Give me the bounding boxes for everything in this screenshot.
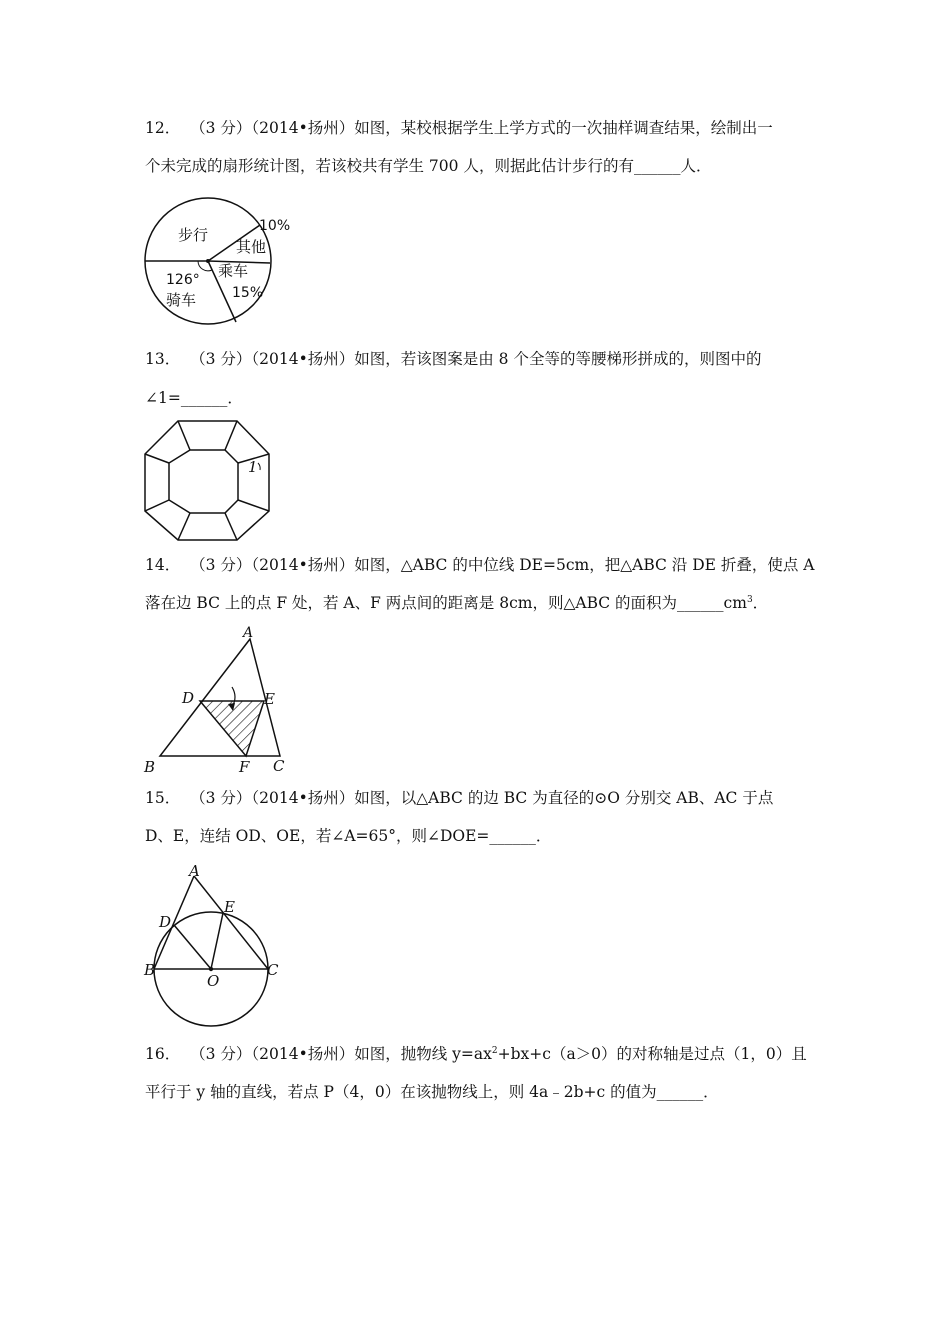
q12-number: 12． xyxy=(145,119,181,137)
q15-source: （2014•扬州） xyxy=(251,789,355,807)
pie-label-bike: 骑车 xyxy=(166,291,197,309)
q16-score: （3 分） xyxy=(190,1045,252,1063)
point-B-label: B xyxy=(144,758,156,775)
point-E-label: E xyxy=(224,898,235,916)
q14-sup: 3 xyxy=(746,594,753,605)
q13-number: 13． xyxy=(145,350,181,368)
point-O-label: O xyxy=(207,972,220,990)
q12-line1 xyxy=(145,118,773,138)
q13-source: （2014•扬州） xyxy=(251,350,355,368)
point-A-label: A xyxy=(243,625,254,641)
q14-triangle-figure xyxy=(140,625,300,775)
point-D-label: D xyxy=(182,689,195,707)
pie-label-pct10: 10% xyxy=(259,218,291,234)
point-A-label: A xyxy=(189,862,200,880)
point-F-label: F xyxy=(239,758,250,775)
q16-text-1a: 如图，抛物线 y=ax xyxy=(354,1045,492,1063)
point-D-label: D xyxy=(159,913,172,931)
angle-1-label: 1 xyxy=(248,458,258,476)
q13-octagon-figure xyxy=(140,418,275,543)
q16-text-1b: +bx+c（a＞0）的对称轴是过点（1，0）且 xyxy=(497,1045,807,1063)
q15-line1 xyxy=(145,788,773,808)
q14-text-2-end: ． xyxy=(752,594,769,612)
q12-source: （2014•扬州） xyxy=(251,119,355,137)
pie-label-angle: 126° xyxy=(166,272,200,288)
q13-line1 xyxy=(145,349,761,369)
q16-text-2: 平行于 y 轴的直线，若点 P（4，0）在该抛物线上，则 4a﹣2b+c 的值为______． xyxy=(145,1083,719,1101)
pie-label-walk: 步行 xyxy=(178,226,209,244)
q14-score: （3 分） xyxy=(190,556,252,574)
q15-text-2: D、E，连结 OD、OE，若∠A=65°，则∠DOE=______． xyxy=(145,827,552,845)
q16-number: 16． xyxy=(145,1045,181,1063)
q14-line1 xyxy=(145,555,815,575)
q12-text-1: 如图，某校根据学生上学方式的一次抽样调查结果，绘制出一 xyxy=(354,119,773,137)
q13-line2 xyxy=(145,388,243,408)
q13-text-2: ∠1=______． xyxy=(145,389,243,407)
q13-text-1: 如图，若该图案是由 8 个全等的等腰梯形拼成的，则图中的 xyxy=(354,350,762,368)
q14-number: 14． xyxy=(145,556,181,574)
q12-pie-chart xyxy=(140,192,300,332)
q16-source: （2014•扬州） xyxy=(251,1045,355,1063)
point-B-label: B xyxy=(144,961,156,979)
pie-label-other: 其他 xyxy=(236,238,267,256)
q15-number: 15． xyxy=(145,789,181,807)
q16-sup: 2 xyxy=(491,1045,498,1056)
q15-line2 xyxy=(145,826,551,846)
q15-circle-figure xyxy=(140,858,290,1028)
point-C-label: C xyxy=(273,757,285,775)
pie-label-bus: 乘车 xyxy=(218,262,249,280)
q14-text-1: 如图，△ABC 的中位线 DE=5cm，把△ABC 沿 DE 折叠，使点 A xyxy=(354,556,815,574)
pie-label-pct15: 15% xyxy=(232,285,264,301)
q13-score: （3 分） xyxy=(190,350,252,368)
q14-text-2: 落在边 BC 上的点 F 处，若 A、F 两点间的距离是 8cm，则△ABC 的面积为______cm xyxy=(145,594,747,612)
q12-line2 xyxy=(145,156,711,176)
q12-text-2: 个未完成的扇形统计图，若该校共有学生 700 人，则据此估计步行的有______人． xyxy=(145,157,712,175)
q14-source: （2014•扬州） xyxy=(251,556,355,574)
q14-line2 xyxy=(145,593,768,613)
point-E-label: E xyxy=(264,690,275,708)
point-C-label: C xyxy=(267,961,279,979)
q16-line2 xyxy=(145,1082,719,1102)
q12-score: （3 分） xyxy=(190,119,252,137)
q15-score: （3 分） xyxy=(190,789,252,807)
q16-line1 xyxy=(145,1044,807,1064)
q15-text-1: 如图，以△ABC 的边 BC 为直径的⊙O 分别交 AB、AC 于点 xyxy=(354,789,774,807)
